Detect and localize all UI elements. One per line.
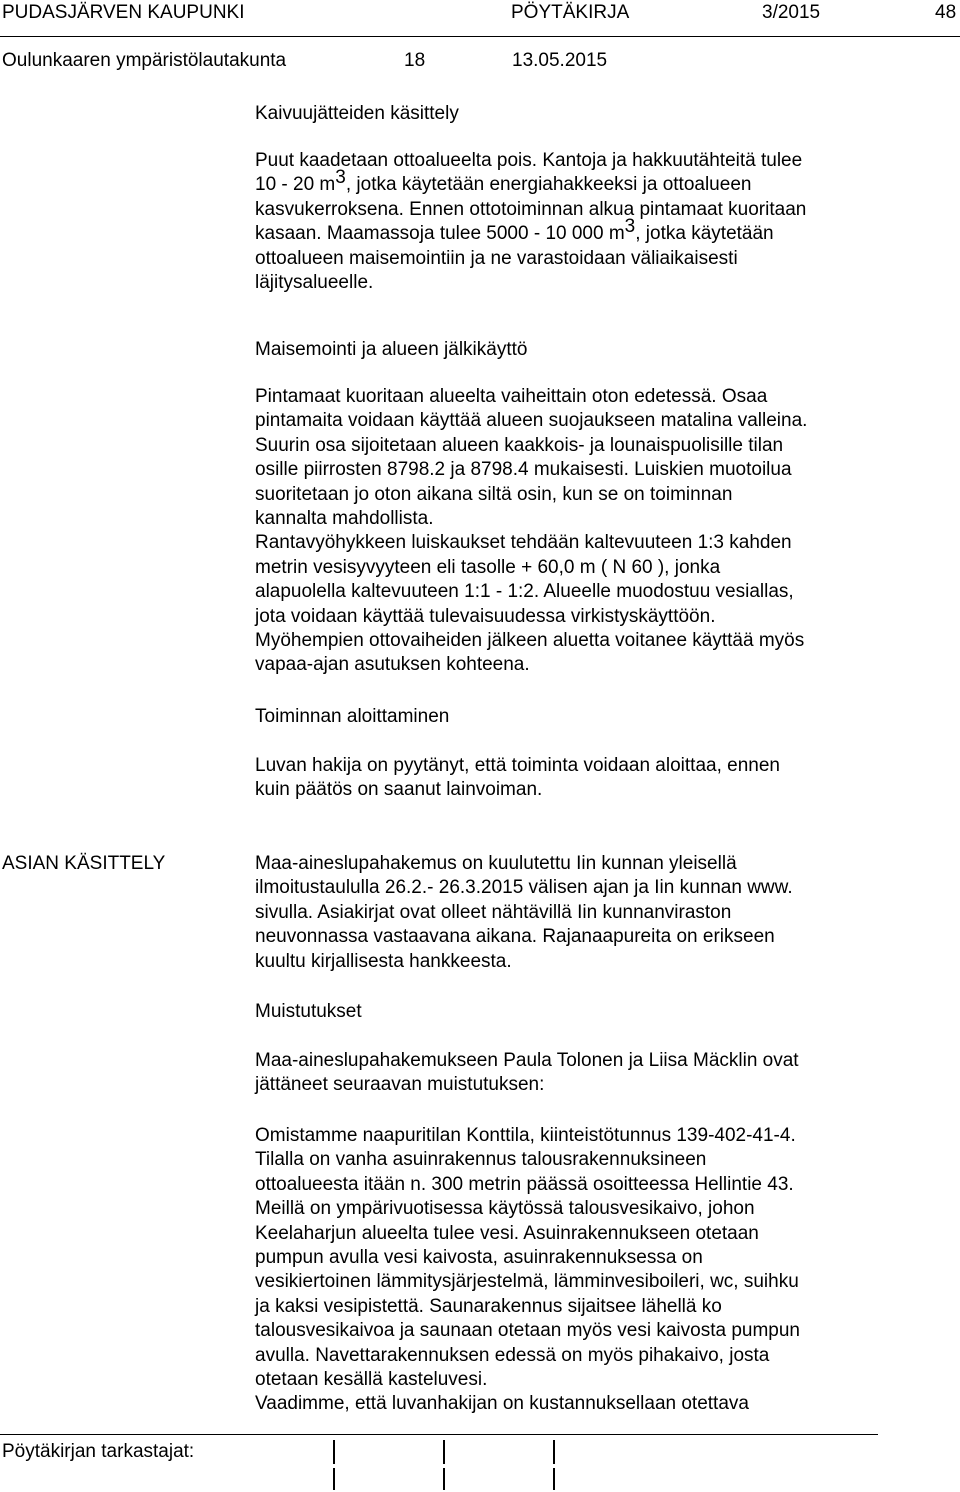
heading-excavation-waste: Kaivuujätteiden käsittely [255,103,459,124]
text-line: vesikiertoinen lämmitysjärjestelmä, lämminvesiboileri, wc, suihku [255,1271,799,1293]
paragraph-objections [255,1049,799,1098]
footer-inspectors-label: Pöytäkirjan tarkastajat: [2,1441,195,1462]
organization-name: PUDASJÄRVEN KAUPUNKI [2,2,245,23]
heading-objections: Muistutukset [255,1001,362,1022]
text-line: pintamaita voidaan käyttää alueen suojaukseen matalina valleina. [255,410,808,432]
committee-name: Oulunkaaren ympäristölautakunta [2,50,287,71]
text-line: Maa-aineslupahakemus on kuulutettu Iin kunnan yleisellä [255,853,737,874]
text-line: osille piirrosten 8798.2 ja 8798.4 mukaisesti. Luiskien muotoilua [255,459,792,481]
paragraph-landscaping [255,385,807,678]
text-line: jättäneet seuraavan muistutuksen: [255,1074,545,1096]
text-line: jota voidaan käyttää tulevaisuudessa virkistyskäyttöön. [255,605,716,627]
signature-box-divider [553,1440,555,1464]
text-line: ottoalueen maisemointiin ja ne varastoidaan väliaikaisesti [255,247,738,269]
document-type: PÖYTÄKIRJA [511,2,630,23]
text-line: kannalta mahdollista. [255,507,434,529]
paragraph-objection-text [255,1124,800,1417]
side-label-case-handling: ASIAN KÄSITTELY [2,853,166,874]
text-line: Rantavyöhykkeen luiskaukset tehdään kaltevuuteen 1:3 kahden [255,532,792,554]
section-number: 18 [404,50,426,71]
text-line: Vaadimme, että luvanhakijan on kustannuksellaan otettava [255,1393,749,1415]
signature-box-divider [443,1440,445,1464]
text-line: sivulla. Asiakirjat ovat olleet nähtävillä Iin kunnanviraston [255,901,732,923]
text-line: Maa-aineslupahakemukseen Paula Tolonen ja Liisa Mäcklin ovat [255,1050,799,1071]
text-line: Puut kaadetaan ottoalueelta pois. Kantoja ja hakkuutähteitä tulee [255,150,803,171]
text-line: ilmoitustaululla 26.2.- 26.3.2015 välisen ajan ja Iin kunnan www. [255,877,793,899]
signature-box-divider [333,1440,335,1464]
signature-box-divider [333,1468,335,1490]
text-line: Meillä on ympärivuotisessa käytössä talousvesikaivo, johon [255,1198,755,1220]
meeting-date: 13.05.2015 [512,50,608,71]
text-line: kuultu kirjallisesta hankkeesta. [255,950,512,972]
text-line: Pintamaat kuoritaan alueelta vaiheittain oton edetessä. Osaa [255,386,768,407]
text-line: ja kaksi vesipistettä. Saunarakennus sijaitsee lähellä ko [255,1295,722,1317]
text-line: läjitysalueelle. [255,271,374,293]
text-line: avulla. Navettarakennuksen edessä on myös pihakaivo, josta [255,1344,770,1366]
text-line: kuin päätös on saanut lainvoiman. [255,779,543,801]
text-line: neuvonnassa vastaavana aikana. Rajanaapureita on erikseen [255,926,775,948]
document-number: 3/2015 [762,2,821,23]
text-line: 10 - 20 $m^3$, jotka käytetään energiahakkeeksi ja ottoalueen [255,167,752,196]
header-divider [0,36,960,37]
text-line: suoritetaan jo oton aikana siltä osin, kun se on toiminnan [255,483,733,505]
text-line: kasaan. Maamassoja tulee 5000 - 10 000 $m^3$, jotka käytetään [255,216,774,245]
text-line: vapaa-ajan asutuksen kohteena. [255,654,530,676]
text-line: otetaan kesällä kasteluvesi. [255,1368,488,1390]
text-line: talousvesikaivoa ja saunaan otetaan myös vesi kaivosta pumpun [255,1320,800,1342]
text-line: pumpun avulla vesi kaivosta, asuinrakennuksessa on [255,1246,703,1268]
heading-landscaping: Maisemointi ja alueen jälkikäyttö [255,339,528,360]
text-line: metrin vesisyvyyteen eli tasolle + 60,0 m ( N 60 ), jonka [255,556,721,578]
paragraph-case-handling [255,852,793,974]
text-line: Luvan hakija on pyytänyt, että toiminta voidaan aloittaa, ennen [255,755,780,776]
text-line: alapuolella kaltevuuteen 1:1 - 1:2. Alueelle muodostuu vesiallas, [255,581,794,603]
text-line: Omistamme naapuritilan Konttila, kiinteistötunnus 139-402-41-4. [255,1125,796,1146]
text-line: Tilalla on vanha asuinrakennus talousrakennuksineen [255,1149,707,1171]
signature-box-divider [553,1468,555,1490]
paragraph-excavation-waste [255,149,806,295]
text-line: Keelaharjun alueelta tulee vesi. Asuinrakennukseen otetaan [255,1222,759,1244]
heading-commencement: Toiminnan aloittaminen [255,706,450,727]
paragraph-commencement [255,754,780,803]
signature-box-divider [443,1468,445,1490]
text-line: Myöhempien ottovaiheiden jälkeen aluetta voitanee käyttää myös [255,629,805,651]
text-line: kasvukerroksena. Ennen ottotoiminnan alkua pintamaat kuoritaan [255,198,807,220]
text-line: ottoalueesta itään n. 300 metrin päässä osoitteessa Hellintie 43. [255,1173,794,1195]
page-number: 48 [935,2,957,23]
text-line: Suurin osa sijoitetaan alueen kaakkois- ja lounaispuolisille tilan [255,434,784,456]
footer-divider [0,1434,878,1435]
